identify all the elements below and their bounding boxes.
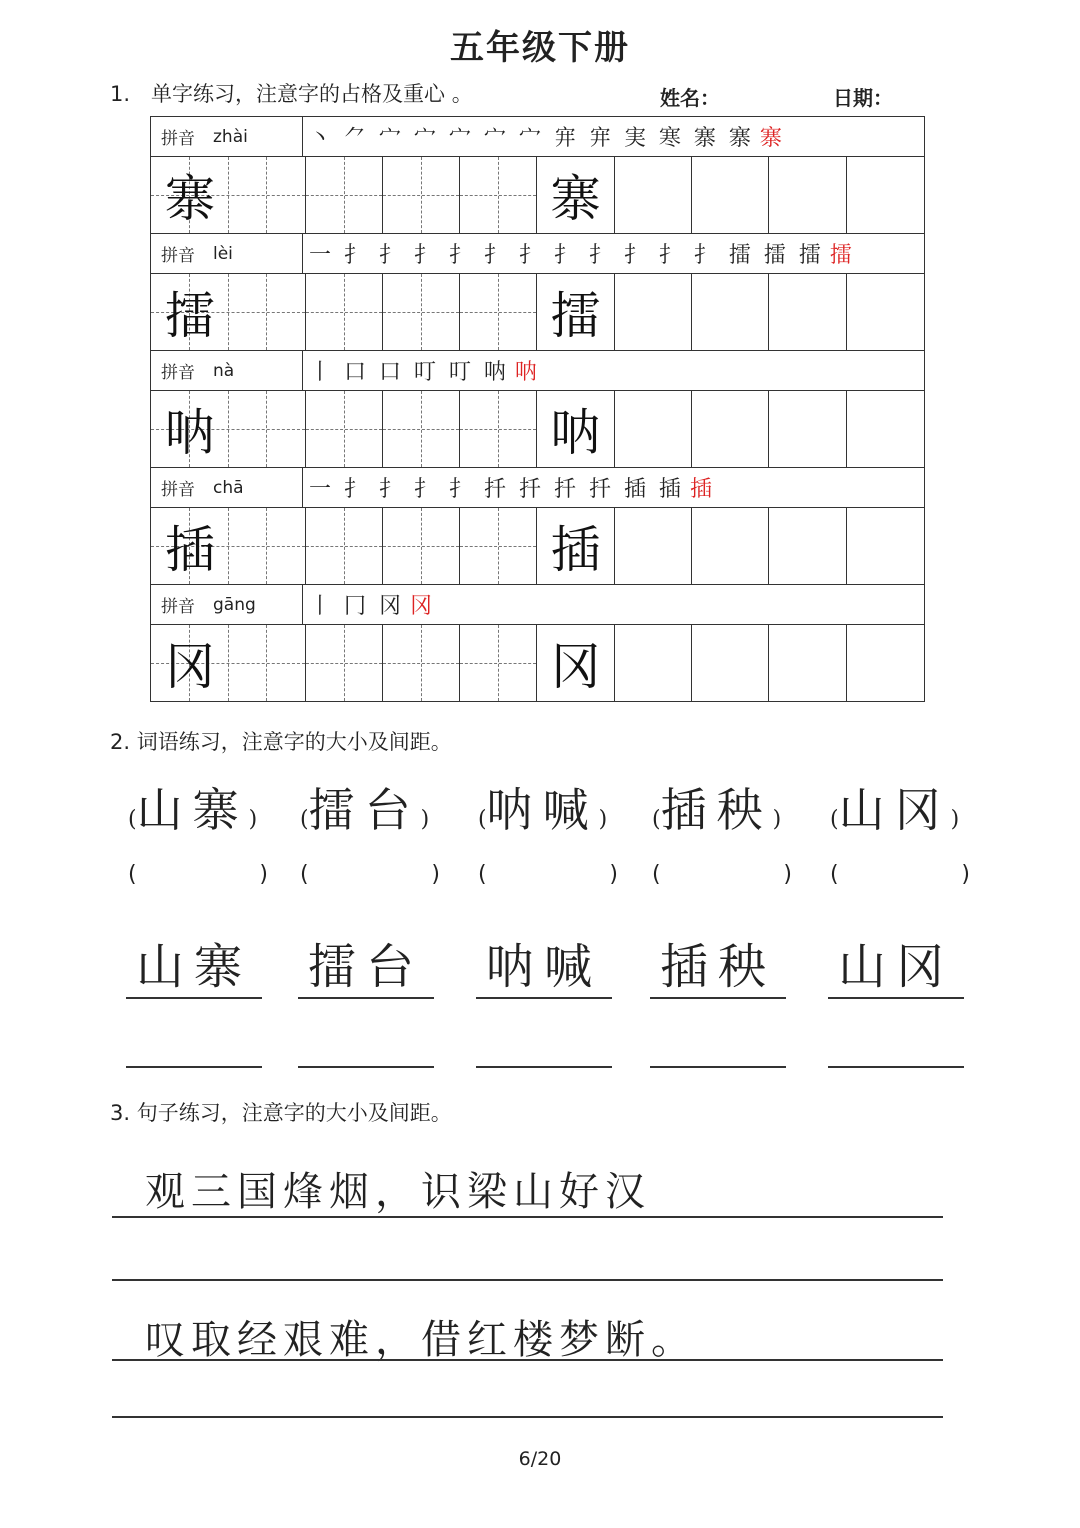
stroke-steps: 丶 ⺈ 宀 宀 宀 宀 宀 宑 宑 実 寒 寨 寨 bbox=[309, 126, 754, 151]
stroke-steps: 一 扌 扌 扌 扌 扦 扦 扦 扦 插 插 bbox=[309, 477, 684, 502]
model-character: 呐 bbox=[165, 404, 215, 462]
close-paren: ) bbox=[950, 807, 960, 832]
character-row bbox=[150, 390, 925, 467]
pinyin-cell bbox=[151, 117, 303, 156]
practice-cell[interactable] bbox=[383, 157, 460, 233]
practice-cell[interactable] bbox=[769, 508, 846, 584]
stroke-order bbox=[303, 234, 924, 273]
practice-cell[interactable] bbox=[769, 274, 846, 350]
practice-cell[interactable] bbox=[692, 625, 769, 701]
open-paren: ( bbox=[128, 807, 137, 832]
practice-cell[interactable] bbox=[306, 508, 383, 584]
word-model bbox=[478, 774, 607, 840]
writing-line[interactable] bbox=[112, 1279, 943, 1281]
sentence-2: 叹取经艰难，借红楼梦断。 bbox=[145, 1317, 697, 1363]
model-character: 寨 bbox=[165, 170, 215, 228]
practice-cell bbox=[537, 274, 614, 350]
practice-cell bbox=[151, 625, 306, 701]
pinyin-label: 拼音 bbox=[161, 480, 195, 500]
stroke-final: 擂 bbox=[829, 243, 855, 268]
stroke-order bbox=[303, 117, 924, 156]
practice-cell[interactable] bbox=[306, 625, 383, 701]
practice-cell[interactable] bbox=[383, 274, 460, 350]
date-label: 日期： bbox=[833, 86, 893, 110]
practice-cell[interactable] bbox=[692, 508, 769, 584]
close-paren: ) bbox=[420, 807, 430, 832]
writing-line[interactable] bbox=[112, 1216, 943, 1218]
close-paren: ) bbox=[772, 807, 782, 832]
practice-cell bbox=[537, 625, 614, 701]
word-text: 插秧 bbox=[660, 783, 773, 837]
practice-cell[interactable] bbox=[615, 391, 692, 467]
word-trace: 山冈 bbox=[828, 928, 964, 999]
model-character: 擂 bbox=[165, 287, 215, 345]
stroke-order bbox=[303, 585, 924, 624]
practice-cell[interactable] bbox=[847, 274, 924, 350]
page-number: 6/20 bbox=[518, 1448, 562, 1470]
open-paren: ( bbox=[830, 862, 839, 887]
pinyin-value: nà bbox=[213, 360, 235, 381]
practice-cell[interactable] bbox=[769, 157, 846, 233]
writing-line[interactable] bbox=[112, 1359, 943, 1361]
pinyin-cell bbox=[151, 468, 303, 507]
pinyin-blank[interactable] bbox=[830, 862, 970, 887]
close-paren: ) bbox=[609, 862, 618, 887]
page-title: 五年级下册 bbox=[450, 28, 630, 68]
practice-cell[interactable] bbox=[383, 391, 460, 467]
word-trace: 插秧 bbox=[650, 928, 786, 999]
section1-heading: 1. 单字练习，注意字的占格及重心 。 bbox=[110, 82, 473, 106]
copy-character: 呐 bbox=[550, 404, 601, 462]
stroke-steps: 丨 口 口 叮 叮 呐 bbox=[309, 360, 509, 385]
word-text: 擂台 bbox=[308, 783, 421, 837]
word-model bbox=[652, 774, 781, 840]
word-blank-line[interactable] bbox=[298, 1020, 434, 1068]
stroke-steps: 一 扌 扌 扌 扌 扌 扌 扌 扌 扌 扌 扌 擂 擂 擂 bbox=[309, 243, 824, 268]
pinyin-row bbox=[150, 467, 925, 507]
practice-cell[interactable] bbox=[383, 625, 460, 701]
pinyin-row bbox=[150, 350, 925, 390]
word-text: 山冈 bbox=[838, 783, 951, 837]
word-blank-line[interactable] bbox=[828, 1020, 964, 1068]
pinyin-blank[interactable] bbox=[300, 862, 440, 887]
practice-cell[interactable] bbox=[615, 274, 692, 350]
practice-cell[interactable] bbox=[460, 274, 537, 350]
close-paren: ) bbox=[598, 807, 608, 832]
word-blank-line[interactable] bbox=[476, 1020, 612, 1068]
practice-cell[interactable] bbox=[847, 508, 924, 584]
stroke-steps: 丨 冂 冈 bbox=[309, 594, 404, 619]
practice-cell[interactable] bbox=[460, 625, 537, 701]
pinyin-cell bbox=[151, 351, 303, 390]
pinyin-blank[interactable] bbox=[128, 862, 268, 887]
practice-cell[interactable] bbox=[692, 274, 769, 350]
word-blank-line[interactable] bbox=[126, 1020, 262, 1068]
pinyin-row bbox=[150, 584, 925, 624]
pinyin-label: 拼音 bbox=[161, 129, 195, 149]
model-character: 冈 bbox=[165, 638, 215, 696]
practice-cell bbox=[151, 274, 306, 350]
copy-character: 寨 bbox=[550, 170, 601, 228]
pinyin-blank[interactable] bbox=[478, 862, 618, 887]
stroke-final: 呐 bbox=[514, 360, 540, 385]
open-paren: ( bbox=[300, 807, 309, 832]
word-blank-line[interactable] bbox=[650, 1020, 786, 1068]
practice-cell[interactable] bbox=[383, 508, 460, 584]
stroke-order bbox=[303, 351, 924, 390]
close-paren: ) bbox=[961, 862, 970, 887]
open-paren: ( bbox=[652, 862, 661, 887]
stroke-final: 冈 bbox=[410, 594, 436, 619]
practice-cell[interactable] bbox=[306, 157, 383, 233]
practice-cell[interactable] bbox=[306, 274, 383, 350]
open-paren: ( bbox=[478, 862, 487, 887]
open-paren: ( bbox=[300, 862, 309, 887]
practice-cell[interactable] bbox=[769, 391, 846, 467]
word-model bbox=[128, 774, 257, 840]
practice-cell[interactable] bbox=[847, 625, 924, 701]
practice-cell[interactable] bbox=[692, 157, 769, 233]
word-text: 呐喊 bbox=[486, 783, 599, 837]
practice-cell bbox=[537, 391, 614, 467]
practice-cell bbox=[151, 391, 306, 467]
copy-character: 插 bbox=[550, 521, 601, 579]
character-row bbox=[150, 507, 925, 584]
close-paren: ) bbox=[248, 807, 258, 832]
character-row bbox=[150, 624, 925, 702]
character-practice-grid bbox=[150, 116, 925, 702]
pinyin-value: chā bbox=[213, 477, 244, 498]
practice-cell bbox=[151, 508, 306, 584]
practice-cell[interactable] bbox=[460, 391, 537, 467]
word-model bbox=[300, 774, 429, 840]
practice-cell[interactable] bbox=[692, 391, 769, 467]
close-paren: ) bbox=[783, 862, 792, 887]
pinyin-cell bbox=[151, 234, 303, 273]
practice-cell[interactable] bbox=[306, 391, 383, 467]
copy-character: 擂 bbox=[550, 287, 601, 345]
practice-cell[interactable] bbox=[769, 625, 846, 701]
practice-cell[interactable] bbox=[615, 157, 692, 233]
practice-cell bbox=[537, 508, 614, 584]
practice-cell bbox=[537, 157, 614, 233]
open-paren: ( bbox=[478, 807, 487, 832]
pinyin-label: 拼音 bbox=[161, 363, 195, 383]
word-trace: 擂台 bbox=[298, 928, 434, 999]
pinyin-label: 拼音 bbox=[161, 597, 195, 617]
writing-line[interactable] bbox=[112, 1416, 943, 1418]
pinyin-row bbox=[150, 116, 925, 156]
open-paren: ( bbox=[652, 807, 661, 832]
word-trace: 山寨 bbox=[126, 928, 262, 999]
sentence-1: 观三国烽烟，识梁山好汉 bbox=[145, 1169, 651, 1215]
practice-cell[interactable] bbox=[460, 508, 537, 584]
name-label: 姓名： bbox=[660, 86, 720, 110]
section2-heading: 2. 词语练习，注意字的大小及间距。 bbox=[110, 730, 452, 754]
word-model bbox=[830, 774, 959, 840]
character-row bbox=[150, 156, 925, 233]
section3-heading: 3. 句子练习，注意字的大小及间距。 bbox=[110, 1101, 452, 1125]
character-row bbox=[150, 273, 925, 350]
open-paren: ( bbox=[128, 862, 137, 887]
pinyin-value: zhài bbox=[213, 126, 248, 147]
stroke-final: 寨 bbox=[759, 126, 785, 151]
pinyin-cell bbox=[151, 585, 303, 624]
copy-character: 冈 bbox=[550, 638, 601, 696]
practice-cell bbox=[151, 157, 306, 233]
pinyin-blank[interactable] bbox=[652, 862, 792, 887]
practice-cell[interactable] bbox=[460, 157, 537, 233]
close-paren: ) bbox=[259, 862, 268, 887]
practice-cell[interactable] bbox=[615, 625, 692, 701]
pinyin-label: 拼音 bbox=[161, 246, 195, 266]
model-character: 插 bbox=[165, 521, 215, 579]
open-paren: ( bbox=[830, 807, 839, 832]
pinyin-row bbox=[150, 233, 925, 273]
word-trace: 呐喊 bbox=[476, 928, 612, 999]
pinyin-value: gāng bbox=[213, 594, 256, 615]
practice-cell[interactable] bbox=[847, 157, 924, 233]
word-text: 山寨 bbox=[136, 783, 249, 837]
practice-cell[interactable] bbox=[615, 508, 692, 584]
practice-cell[interactable] bbox=[847, 391, 924, 467]
close-paren: ) bbox=[431, 862, 440, 887]
pinyin-value: lèi bbox=[213, 243, 233, 264]
stroke-final: 插 bbox=[689, 477, 715, 502]
stroke-order bbox=[303, 468, 924, 507]
